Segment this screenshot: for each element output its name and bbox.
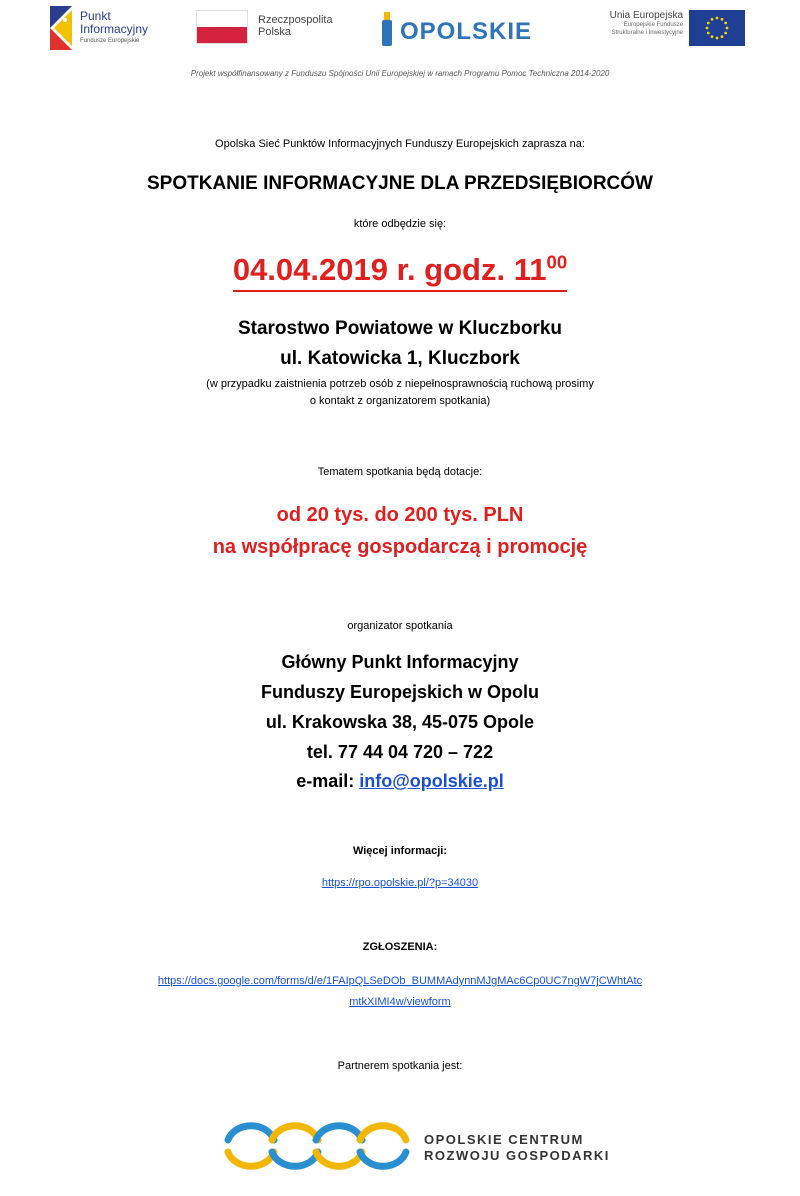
grants-line2: na współpracę gospodarczą i promocję [212,536,588,558]
venue-line1: Starostwo Powiatowe w Kluczborku [237,318,563,339]
fundusze-europejskie-logo [50,6,190,50]
organizer-email [0,771,800,792]
partner-label: Partnerem spotkania jest: [337,1060,463,1072]
event-date [0,252,800,292]
fe-subtitle: Fundusze Europejskie [80,38,140,44]
registration-link[interactable]: https://docs.google.com/forms/d/e/1FAIpQLSeDOb_BUMMAdynnMJgMAc6Cp0UC7ngW7jCWhtAtc [157,975,643,987]
email-link[interactable]: info@opolskie.pl [359,771,504,791]
when-label: które odbędzie się: [353,218,447,230]
registration-link-line2-wrap [0,996,800,1008]
eu-flag-icon [689,10,745,46]
more-info-label: Więcej informacji: [352,845,448,857]
rzeczpospolita-logo [196,10,346,46]
more-info-block [0,877,800,889]
event-title: SPOTKANIE INFORMACYJNE DLA PRZEDSIĘBIORCÓW [147,173,653,194]
intro-text: Opolska Sieć Punktów Informacyjnych Funduszy Europejskich zaprasza na: [215,138,585,150]
ue-text: Unia Europejska Europejskie Fundusze Strukturalne i Inwestycyjne [609,10,683,36]
registration-link-line1-wrap [0,975,800,987]
fe-title: Punkt Informacyjny [80,9,149,36]
opolskie-text: OPOLSKIE [400,18,533,45]
polish-flag-icon [196,10,248,44]
unia-europejska-logo [585,8,745,48]
partner-logo [220,1114,620,1178]
organizer-line1: Główny Punkt Informacyjny [281,652,519,672]
organizer-address: ul. Krakowska 38, 45-075 Opole [265,712,535,732]
organizer-line2: Funduszy Europejskich w Opolu [260,682,540,702]
date-text: 04.04.2019 r. godz. $11^{00}$ [233,252,567,292]
registration-link-continued[interactable]: mtkXIMI4w/viewform [349,996,451,1008]
organizer-phone: tel. 77 44 04 720 – 722 [306,742,494,762]
ocrg-logo-icon [220,1114,410,1178]
cofinanced-note: Projekt współfinansowany z Funduszu Spójności Unii Europejskiej w ramach Programu Pomoc Techniczna 2014-2020 [190,69,610,78]
email-label: e-mail: [296,771,360,791]
venue-line2: ul. Katowicka 1, Kluczbork [280,348,520,369]
opolskie-logo [380,8,550,48]
rzeczpospolita-text: Rzeczpospolita Polska [258,14,333,38]
date-minutes: 00 [546,251,568,273]
grants-line1: od 20 tys. do 200 tys. PLN [276,504,524,526]
organizer-label: organizator spotkania [347,620,453,632]
header-logos [0,0,800,60]
partner-name: OPOLSKIE CENTRUM ROZWOJU GOSPODARKI [424,1132,610,1163]
registration-label: ZGŁOSZENIA: [362,941,438,953]
topic-label: Tematem spotkania będą dotacje: [317,466,483,478]
accessibility-line2: o kontakt z organizatorem spotkania) [309,395,491,407]
accessibility-line1: (w przypadku zaistnienia potrzeb osób z niepełnosprawnością ruchową prosimy [206,378,594,390]
more-info-link[interactable]: https://rpo.opolskie.pl/?p=34030 [321,877,479,889]
fundusze-europejskie-icon [50,6,74,50]
opolskie-tower-icon [380,12,394,46]
